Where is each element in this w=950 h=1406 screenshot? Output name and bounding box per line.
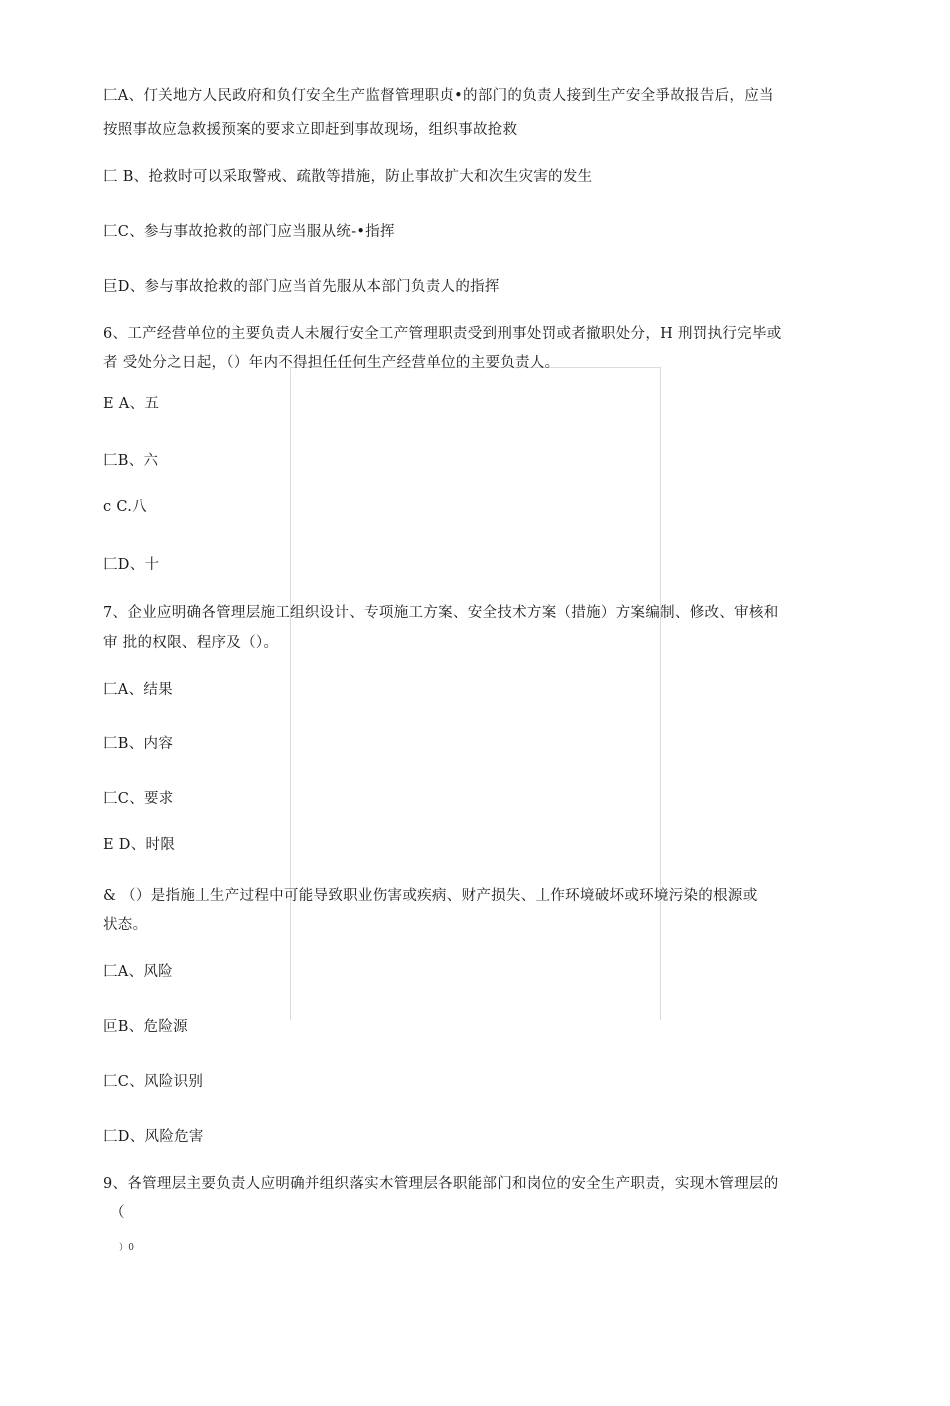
q9-stem-line1: 9、各管理层主要负责人应明确并组织落实木管理层各职能部门和岗位的安全生产职责，实现木管理层的: [103, 1176, 779, 1192]
q9-stem-line2: （: [110, 1205, 125, 1221]
q6-option-a[interactable]: E A、五: [103, 396, 160, 412]
q7-option-b[interactable]: 匚B、内容: [103, 736, 174, 752]
q6-option-c[interactable]: c C.八: [103, 499, 147, 515]
q7-option-a[interactable]: 匚A、结果: [103, 682, 173, 698]
q7-option-d[interactable]: E D、时限: [103, 837, 176, 853]
q5-option-a-line1[interactable]: 匚A、仃关地方人民政府和负仃安全生产监督管理职贞•的部门的负责人接到生产安全爭故报告后，应当: [103, 88, 774, 104]
q7-stem-line2: 审 批的权限、程序及（）。: [103, 635, 279, 651]
q6-option-b[interactable]: 匚B、六: [103, 453, 159, 469]
q7-stem-line1: 7、企业应明确各管理层施工组织设计、专项施工方案、安全技术方案（措施）方案编制、修改、审核和: [103, 605, 779, 621]
q8-option-d[interactable]: 匚D、风险危害: [103, 1129, 204, 1145]
q8-option-c[interactable]: 匚C、风险识别: [103, 1074, 204, 1090]
q6-stem-line2: 者 受处分之日起，（）年内不得担任任何生产经营单位的主要负责人。: [103, 355, 560, 371]
q6-stem-line1: 6、工产经营单位的主要负责人未履行安全工产管理职责受到刑事处罚或者撤职处分，H 刑罚执行完毕或: [103, 326, 782, 342]
q8-option-b[interactable]: 叵B、危险源: [103, 1019, 188, 1035]
q5-option-c[interactable]: 匚C、参与事故抢救的部门应当服从统-•指挥: [103, 224, 395, 240]
q8-option-a[interactable]: 匚A、风险: [103, 964, 173, 980]
q5-option-d[interactable]: 巨D、参与事故抢救的部门应当首先服从本部门负责人的指挥: [103, 279, 500, 295]
q8-stem-line1: & （）是指施丄生产过程中可能导致职业伤害或疾病、财产损失、丄作环境破坏或环境污染的根源或: [103, 888, 758, 904]
q6-option-d[interactable]: 匚D、十: [103, 557, 160, 573]
q8-stem-line2: 状态。: [103, 917, 148, 933]
q9-stem-line3: ）0: [119, 1243, 135, 1253]
q5-option-b[interactable]: 匚 B、抢救时可以采取警戒、疏散等措施，防止事故扩大和次生灾害的发生: [103, 169, 593, 185]
q7-option-c[interactable]: 匚C、要求: [103, 791, 174, 807]
q5-option-a-line2: 按照事故应急救援预案的要求立即赶到事故现场，组织事故抢救: [103, 122, 518, 138]
